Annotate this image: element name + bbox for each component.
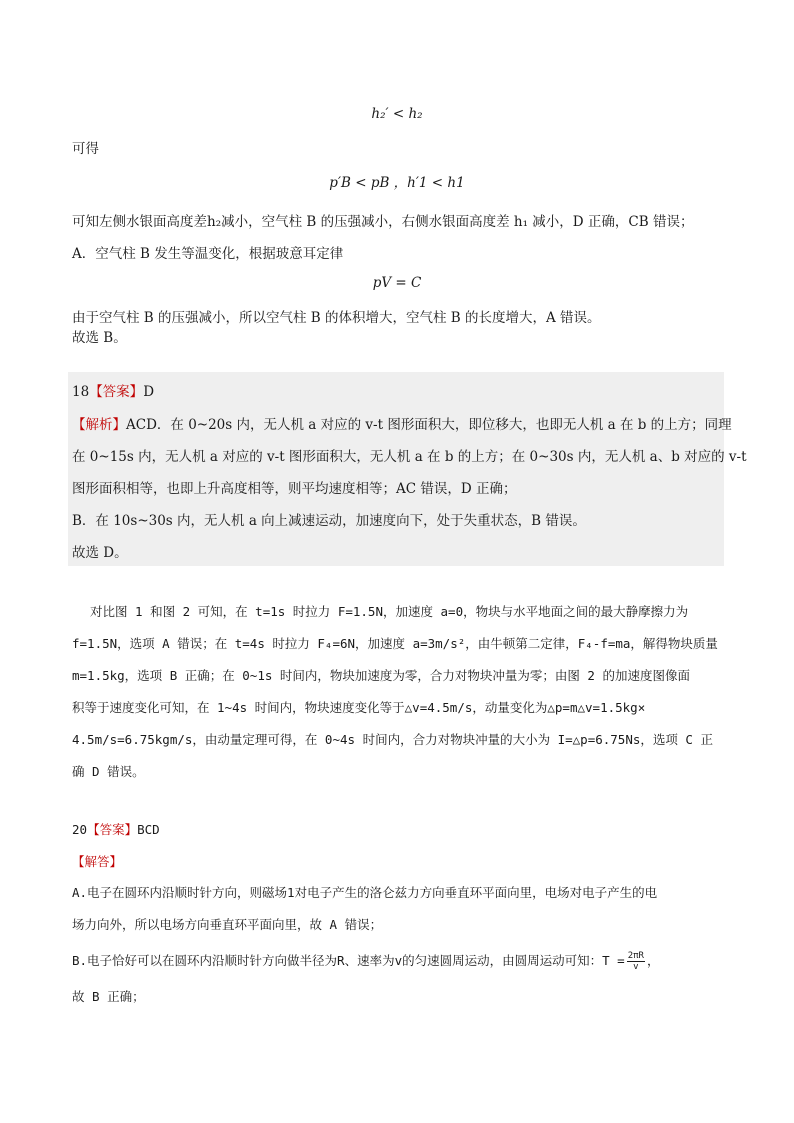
text-choose-b: 故选 B。	[72, 330, 127, 346]
q19-line3: m=1.5kg，选项 B 正确；在 0~1s 时间内，物块加速度为零，合力对物块冲量为零；由图 2 的加速度图像面	[72, 668, 690, 683]
q19-line1: 对比图 1 和图 2 可知，在 t=1s 时拉力 F=1.5N，加速度 a=0，物块与水平地面之间的最大静摩擦力为	[90, 604, 689, 619]
q20-line3-text: B.电子恰好可以在圆环内沿顺时针方向做半径为R、速率为v的匀速圆周运动，由圆周运动可知：T =	[72, 953, 625, 968]
answer-18-box	[68, 372, 724, 566]
q20-line4: 故 B 正确；	[72, 989, 145, 1004]
q19-line5: 4.5m/s=6.75kgm/s，由动量定理可得，在 0~4s 时间内，合力对物块冲量的大小为 I=△p=6.75Ns，选项 C 正	[72, 732, 713, 747]
analysis-18-line4: B．在 10s~30s 内，无人机 a 向上减速运动，加速度向下，处于失重状态，B 错误。	[72, 513, 586, 529]
fraction-denominator: v	[633, 962, 639, 972]
text-volume-result: 由于空气柱 B 的压强减小，所以空气柱 B 的体积增大，空气柱 B 的长度增大，A 错误。	[72, 310, 601, 326]
text-option-a: A．空气柱 B 发生等温变化，根据玻意耳定律	[72, 246, 344, 262]
question-number: 18	[72, 384, 90, 400]
answer-tag: 【答案】	[89, 384, 144, 400]
answer-value: D	[143, 384, 155, 400]
text-conclusion: 可知左侧水银面高度差h₂减小，空气柱 B 的压强减小，右侧水银面高度差 h₁ 减小，D 正确，CB 错误；	[72, 214, 694, 230]
q20-line2: 场力向外，所以电场方向垂直环平面向里，故 A 错误；	[72, 917, 383, 932]
equation-pressure: p′B < pB ，h′1 < h1	[329, 175, 465, 191]
equation-h2: h₂′ < h₂	[371, 106, 423, 122]
equation-boyle: pV = C	[372, 275, 422, 291]
analysis-18-line3: 图形面积相等，也即上升高度相等，则平均速度相等；AC 错误，D 正确；	[72, 481, 517, 497]
analysis-18-line2: 在 0~15s 内，无人机 a 对应的 v-t 图形面积大，无人机 a 在 b 的上方；在 0~30s 内，无人机 a、b 对应的 v-t	[72, 449, 747, 465]
answer-20-header	[72, 820, 160, 840]
answer-tag: 【答案】	[87, 822, 138, 837]
analysis-18-line1	[72, 415, 732, 435]
q19-line4: 积等于速度变化可知，在 1~4s 时间内，物块速度变化等于△v=4.5m/s，动量变化为△p=m△v=1.5kg×	[72, 700, 646, 715]
answer-18-header	[72, 382, 154, 402]
fraction-numerator: 2πR	[627, 951, 644, 961]
q20-line3	[72, 951, 659, 972]
text-kede: 可得	[72, 141, 99, 157]
answer-value: BCD	[137, 822, 160, 837]
analysis-18-line5: 故选 D。	[72, 545, 128, 561]
analysis-text: ACD．在 0~20s 内，无人机 a 对应的 v-t 图形面积大，即位移大，也即无人机 a 在 b 的上方；同理	[126, 417, 732, 433]
analysis-tag: 【解析】	[72, 417, 126, 433]
solution-tag	[72, 852, 122, 872]
period-fraction	[627, 951, 645, 972]
q19-line2: f=1.5N，选项 A 错误；在 t=4s 时拉力 F₄=6N，加速度 a=3m/s²，由牛顿第二定律，F₄-f=ma，解得物块质量	[72, 636, 718, 651]
question-number: 20	[72, 822, 88, 837]
q19-line6: 确 D 错误。	[72, 764, 145, 779]
q20-line3-end: ，	[646, 953, 660, 968]
solution-label: 【解答】	[72, 854, 123, 869]
q20-line1: A.电子在圆环内沿顺时针方向，则磁场1对电子产生的洛仑兹力方向垂直环平面向里，电场对电子产生的电	[72, 885, 658, 900]
